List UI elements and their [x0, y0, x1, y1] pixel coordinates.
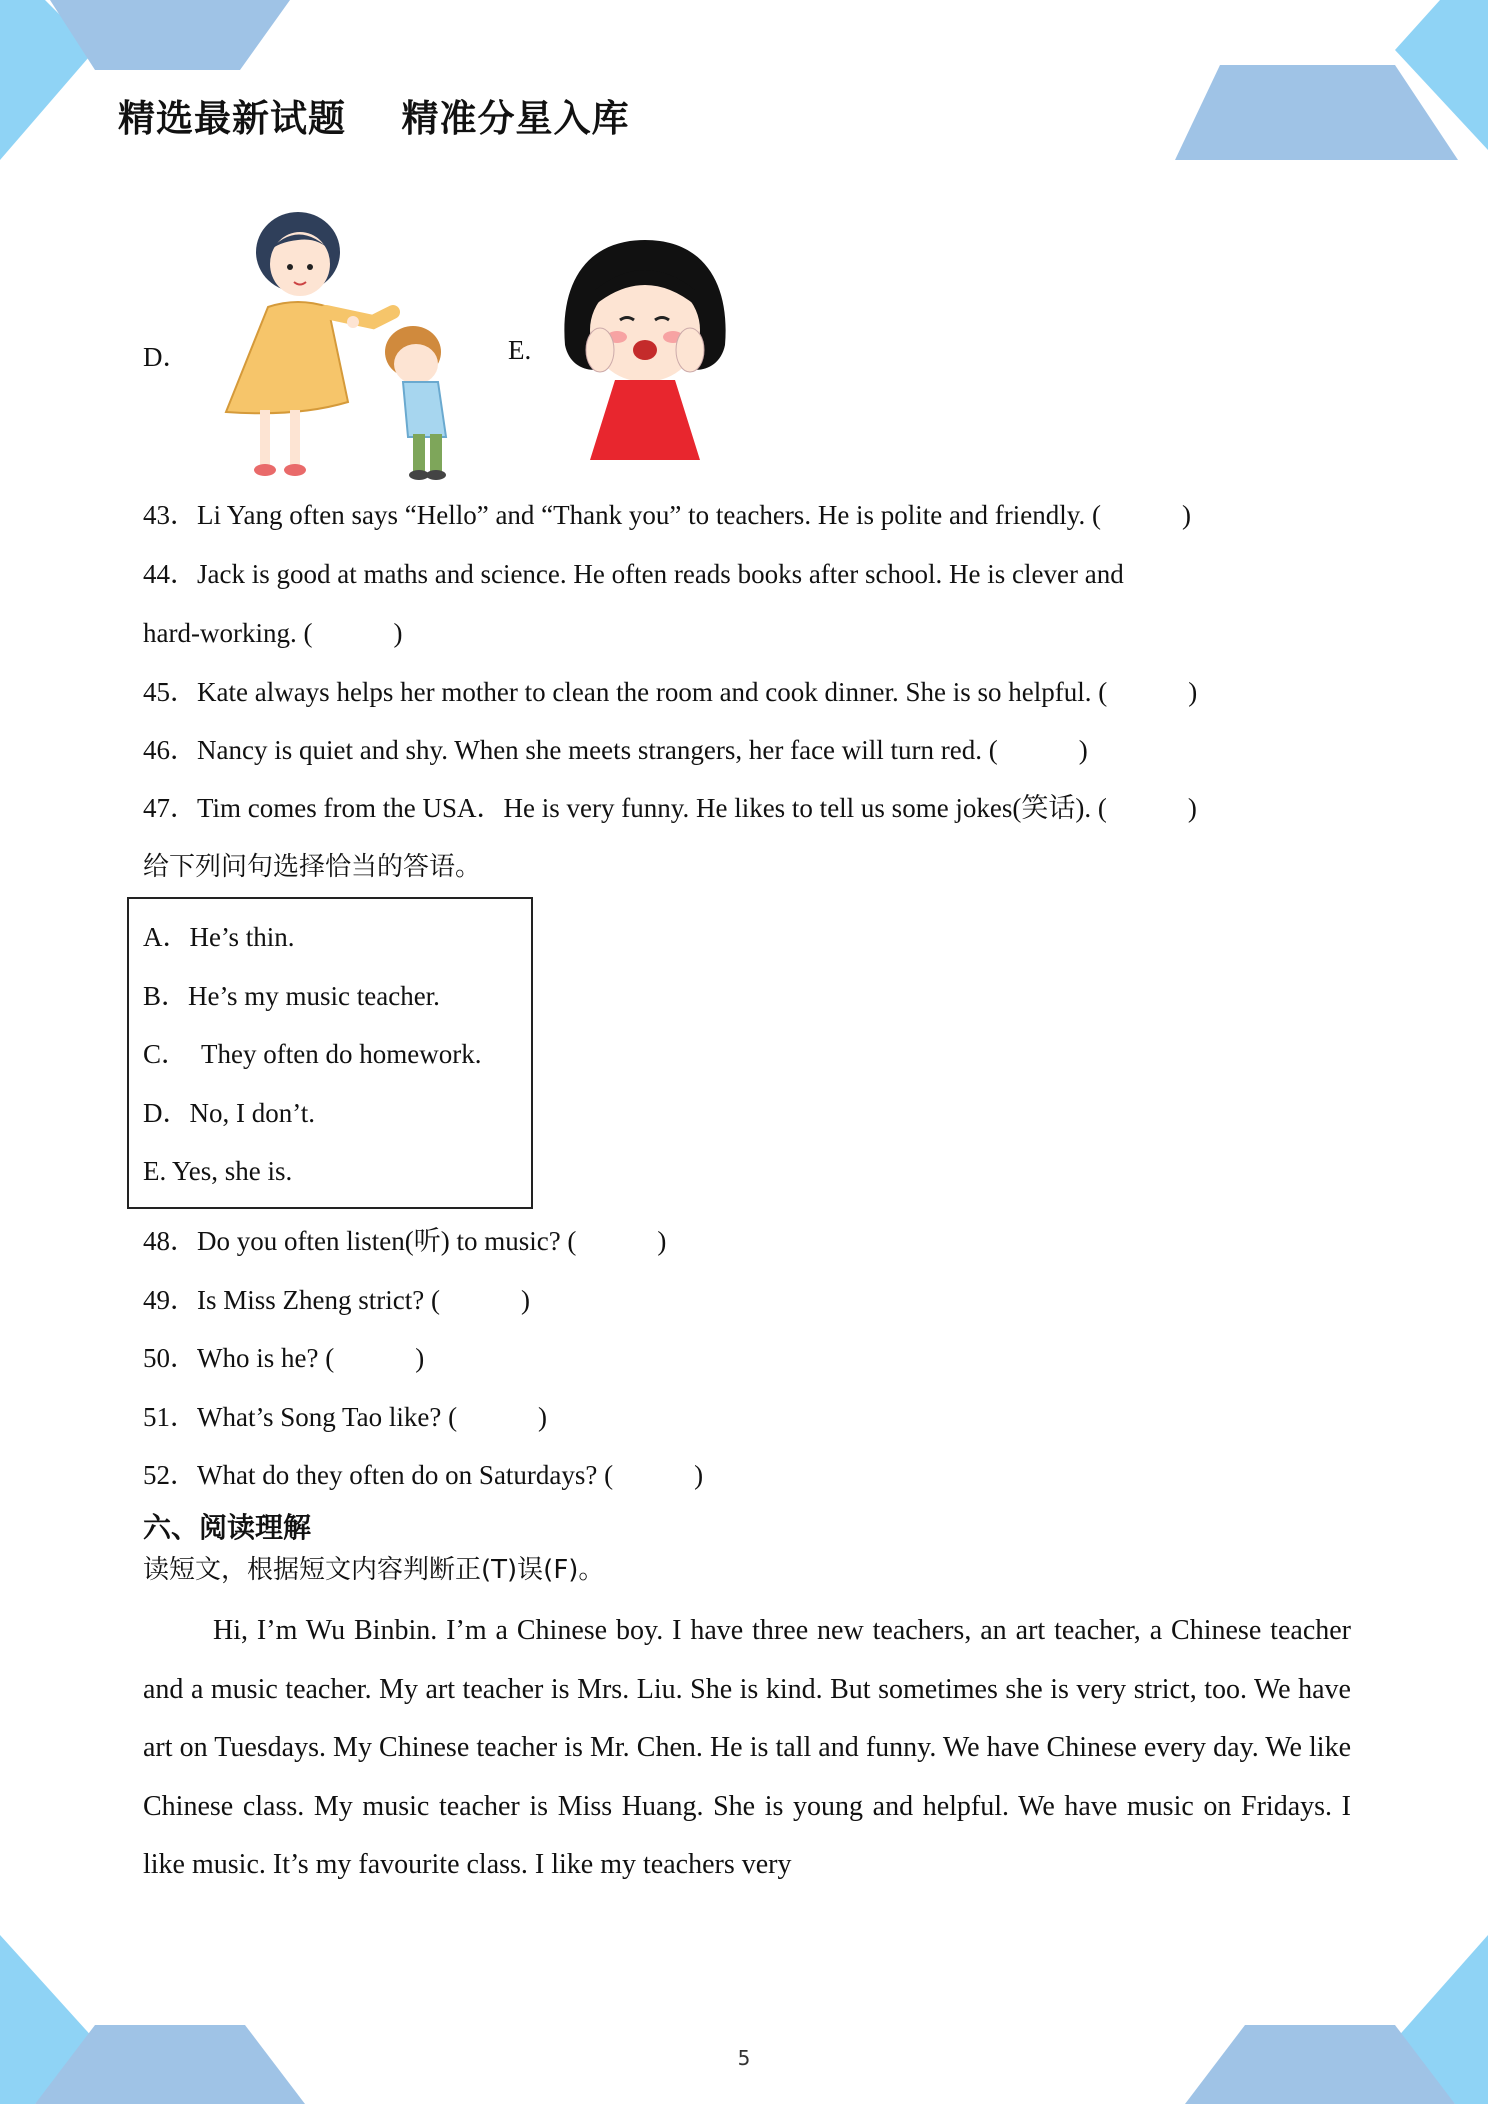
question-number: 43． [143, 500, 197, 530]
question-text: What’s Song Tao like? ( ) [197, 1402, 548, 1432]
figure-d-teacher-and-bowing-boy [198, 212, 490, 484]
question-45 [143, 675, 1197, 709]
question-number: 47． [143, 793, 197, 823]
page-number: 5 [737, 2046, 751, 2070]
question-text: Li Yang often says “Hello” and “Thank you” to teachers. He is polite and friendly. ( ) [197, 500, 1191, 530]
question-text: Tim comes from the USA．He is very funny. He likes to tell us some jokes(笑话). ( ) [197, 793, 1197, 823]
figure-d-label: D． [143, 342, 190, 372]
instruction-b: 给下列问句选择恰当的答语。 [143, 852, 482, 882]
question-number: 45． [143, 677, 197, 707]
option-c: C． They often do homework. [143, 1039, 482, 1069]
question-44 [143, 557, 1124, 591]
question-number: 50． [143, 1343, 197, 1373]
question-47 [143, 791, 1197, 825]
figure-e-label: E. [508, 335, 532, 365]
question-49 [143, 1283, 530, 1317]
question-number: 52． [143, 1460, 197, 1490]
reading-passage [143, 1602, 1351, 1895]
question-text: Nancy is quiet and shy. When she meets strangers, her face will turn red. ( ) [197, 735, 1088, 765]
corner-shape-top-right-dark [1175, 65, 1458, 160]
section-6-title: 六、阅读理解 [143, 1511, 312, 1544]
question-text: Is Miss Zheng strict? ( ) [197, 1285, 530, 1315]
question-51 [143, 1400, 547, 1434]
question-number: 49． [143, 1285, 197, 1315]
figure-e-shy-girl [555, 235, 735, 465]
option-e: E. Yes, she is. [143, 1156, 293, 1186]
question-text: hard-working. ( ) [143, 618, 403, 648]
question-44-continued [143, 616, 402, 650]
reading-passage-text: Hi, I’m Wu Binbin. I’m a Chinese boy. I have three new teachers, an art teacher, a Chinese teacher and a music teacher. My art teacher is Mrs. Liu. She is kind. But sometimes she is very strict, too. We have art on Tuesdays. My Chinese teacher is Mr. Chen. He is tall and funny. We have Chinese every day. We like Chinese class. My music teacher is Miss Huang. She is young and helpful. We have music on Fridays. I like music. It’s my favourite class. I like my teachers very [143, 1615, 1351, 1880]
question-number: 46． [143, 735, 197, 765]
question-number: 44． [143, 559, 197, 589]
question-52 [143, 1458, 703, 1492]
question-50 [143, 1341, 424, 1375]
question-text: What do they often do on Saturdays? ( ) [197, 1460, 704, 1490]
question-text: Jack is good at maths and science. He often reads books after school. He is clever and [197, 559, 1124, 589]
option-b: B．He’s my music teacher. [143, 981, 440, 1011]
question-46 [143, 733, 1088, 767]
question-43 [143, 498, 1191, 532]
section-6-instruction: 读短文，根据短文内容判断正(T)误(F)。 [143, 1555, 605, 1585]
header-title: 精选最新试题 精准分星入库 [118, 97, 630, 140]
option-a: A．He’s thin. [143, 922, 295, 952]
question-text: Kate always helps her mother to clean the room and cook dinner. She is so helpful. ( ) [197, 677, 1198, 707]
question-text: Do you often listen(听) to music? ( ) [197, 1226, 667, 1256]
question-number: 48． [143, 1226, 197, 1256]
question-48 [143, 1224, 666, 1258]
question-number: 51． [143, 1402, 197, 1432]
question-text: Who is he? ( ) [197, 1343, 425, 1373]
option-d: D．No, I don’t. [143, 1098, 315, 1128]
